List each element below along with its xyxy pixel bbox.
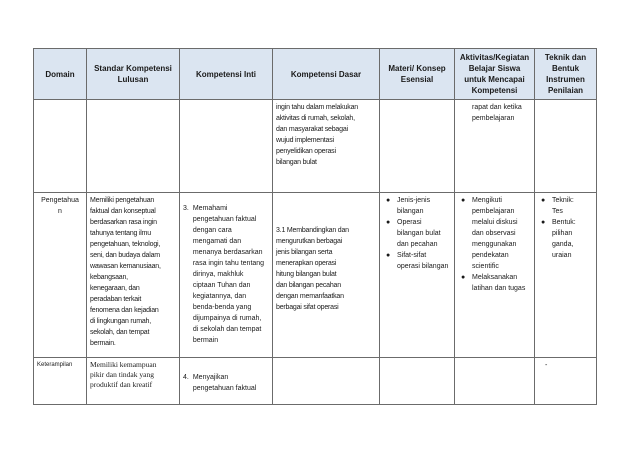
- list-item: [397, 250, 451, 272]
- text-line: aktivitas di rumah, sekolah,: [276, 115, 355, 122]
- text-line: uraian: [552, 252, 572, 259]
- text-line: ingin tahu dalam melakukan: [276, 104, 358, 111]
- cell-teknik-pengetahuan: [535, 193, 597, 358]
- text-line: benda-benda yang: [192, 304, 252, 311]
- text-line: mengurutkan berbagai: [276, 238, 343, 245]
- cell-domain-pengetahuan: [34, 193, 87, 358]
- text-line: menanya berdasarkan: [192, 249, 263, 256]
- text-line: pendekatan: [472, 252, 509, 259]
- cell-kd-continued: [273, 100, 380, 193]
- text-line: kenegaraan, dan: [90, 285, 140, 292]
- cell-empty: [180, 100, 273, 193]
- cell-empty: [380, 358, 455, 405]
- table-row-keterampilan: [34, 358, 597, 405]
- text-line: rapat dan ketika: [472, 104, 522, 111]
- text-line: ● Teknik:: [552, 197, 574, 204]
- list-item: [552, 217, 593, 261]
- text-line: Menyajikan: [192, 374, 229, 381]
- competency-table: [33, 48, 597, 405]
- cell-empty: [455, 358, 535, 405]
- text-line: sekolah, dan tempat: [90, 329, 150, 336]
- text-line: peradaban terkait: [90, 296, 142, 303]
- text-line: di sekolah dan tempat: [192, 326, 262, 333]
- header-ki: Kompetensi Inti: [180, 49, 273, 100]
- text-line: ganda,: [552, 241, 574, 248]
- text-line: pembelajaran: [472, 208, 515, 215]
- text-line: bermain: [192, 337, 219, 344]
- cell-empty: [273, 358, 380, 405]
- table-row-continued: [34, 100, 597, 193]
- text-line: di lingkungan rumah,: [90, 318, 151, 325]
- header-materi: Materi/ Konsep Esensial: [380, 49, 455, 100]
- text-line: melalui diskusi: [472, 219, 518, 226]
- text-line: dirinya, makhluk: [192, 271, 244, 278]
- text-line: pengetahuan faktual: [192, 385, 257, 392]
- text-line: ● Bentuk:: [552, 219, 576, 226]
- text-line: n: [58, 208, 62, 215]
- list-item: [397, 195, 451, 217]
- text-line: pembelajaran: [472, 115, 515, 122]
- text-line: wawasan kemanusiaan,: [90, 263, 161, 270]
- text-line: bilangan bulat: [276, 159, 317, 166]
- header-aktivitas: Aktivitas/Kegiatan Belajar Siswa untuk Mencapai Kompetensi: [455, 49, 535, 100]
- text-line: dengan cara: [192, 227, 232, 234]
- text-line: kebangsaan,: [90, 274, 128, 281]
- list-item: [552, 195, 593, 217]
- text-line: ● Mengikuti: [472, 197, 502, 204]
- cell-kd-pengetahuan: [273, 193, 380, 358]
- text-line: pengetahuan faktual: [192, 216, 257, 223]
- cell-ki-keterampilan: [180, 358, 273, 405]
- text-line: tahunya tentang ilmu: [90, 230, 151, 237]
- list-item: [397, 217, 451, 250]
- text-line: penyelidikan operasi: [276, 148, 336, 155]
- text-line: seni, dan budaya dalam: [90, 252, 160, 259]
- header-standar: Standar Kompetensi Lulusan: [87, 49, 180, 100]
- text-line: Memahami: [192, 205, 228, 212]
- text-line: faktual dan konseptual: [90, 208, 156, 215]
- text-line: bermain.: [90, 340, 116, 347]
- cell-ki-pengetahuan: [180, 193, 273, 358]
- cell-standar-keterampilan: [87, 358, 180, 405]
- list-item: [472, 195, 531, 272]
- text-line: ● Operasi: [397, 219, 422, 226]
- cell-empty: [34, 100, 87, 193]
- text-line: dan pecahan: [397, 241, 438, 248]
- ki-number: 4.: [183, 374, 189, 381]
- header-row: [34, 49, 597, 100]
- text-line: ● Melaksanakan: [472, 274, 518, 281]
- text-line: Memiliki pengetahuan: [90, 197, 155, 204]
- text-line: berbagai sifat operasi: [276, 304, 339, 311]
- table-row-pengetahuan: [34, 193, 597, 358]
- text-line: pikir dan tindak yang: [90, 370, 154, 379]
- header-kd: Kompetensi Dasar: [273, 49, 380, 100]
- header-domain: Domain: [34, 49, 87, 100]
- text-line: latihan dan tugas: [472, 285, 526, 292]
- text-line: bilangan bulat: [397, 230, 441, 237]
- header-teknik: Teknik dan Bentuk Instrumen Penilaian: [535, 49, 597, 100]
- text-line: ● Sifat-sifat: [397, 252, 427, 259]
- cell-materi-pengetahuan: [380, 193, 455, 358]
- text-line: pengetahuan, teknologi,: [90, 241, 161, 248]
- text-line: ciptaan Tuhan dan: [192, 282, 251, 289]
- cell-empty: [87, 100, 180, 193]
- text-line: jenis bilangan serta: [276, 249, 333, 256]
- cell-empty: [535, 100, 597, 193]
- text-line: dan masyarakat sebagai: [276, 126, 348, 133]
- text-line: 3.1 Membandingkan dan: [276, 227, 349, 234]
- text-line: ● Jenis-jenis: [397, 197, 431, 204]
- text-line: Memiliki kemampuan: [90, 360, 157, 369]
- text-line: pilihan: [552, 230, 573, 237]
- ki-number: 3.: [183, 205, 189, 212]
- text-line: Tes: [552, 208, 563, 215]
- text-line: operasi bilangan: [397, 263, 449, 270]
- text-line: wujud implementasi: [276, 137, 334, 144]
- text-line: produktif dan kreatif: [90, 380, 153, 389]
- cell-aktivitas-pengetahuan: [455, 193, 535, 358]
- text-line: bilangan: [397, 208, 424, 215]
- text-line: dengan memanfaatkan: [276, 293, 344, 300]
- text-line: Pengetahua: [41, 197, 79, 204]
- text-line: kegiatannya, dan: [192, 293, 247, 300]
- cell-standar-pengetahuan: [87, 193, 180, 358]
- text-line: menerapkan operasi: [276, 260, 337, 267]
- cell-aktivitas-continued: [455, 100, 535, 193]
- list-item: [472, 272, 531, 294]
- text-line: menggunakan: [472, 241, 517, 248]
- cell-teknik-keterampilan: -: [535, 358, 597, 405]
- text-line: dan observasi: [472, 230, 516, 237]
- text-line: mengamati dan: [192, 238, 242, 245]
- text-line: hitung bilangan bulat: [276, 271, 337, 278]
- text-line: dan bilangan pecahan: [276, 282, 341, 289]
- cell-domain-keterampilan: Keterampilan: [34, 358, 87, 405]
- cell-empty: [380, 100, 455, 193]
- text-line: rasa ingin tahu tentang: [192, 260, 265, 267]
- text-line: dijumpainya di rumah,: [192, 315, 262, 322]
- text-line: scientific: [472, 263, 499, 270]
- text-line: berdasarkan rasa ingin: [90, 219, 157, 226]
- text-line: fenomena dan kejadian: [90, 307, 159, 314]
